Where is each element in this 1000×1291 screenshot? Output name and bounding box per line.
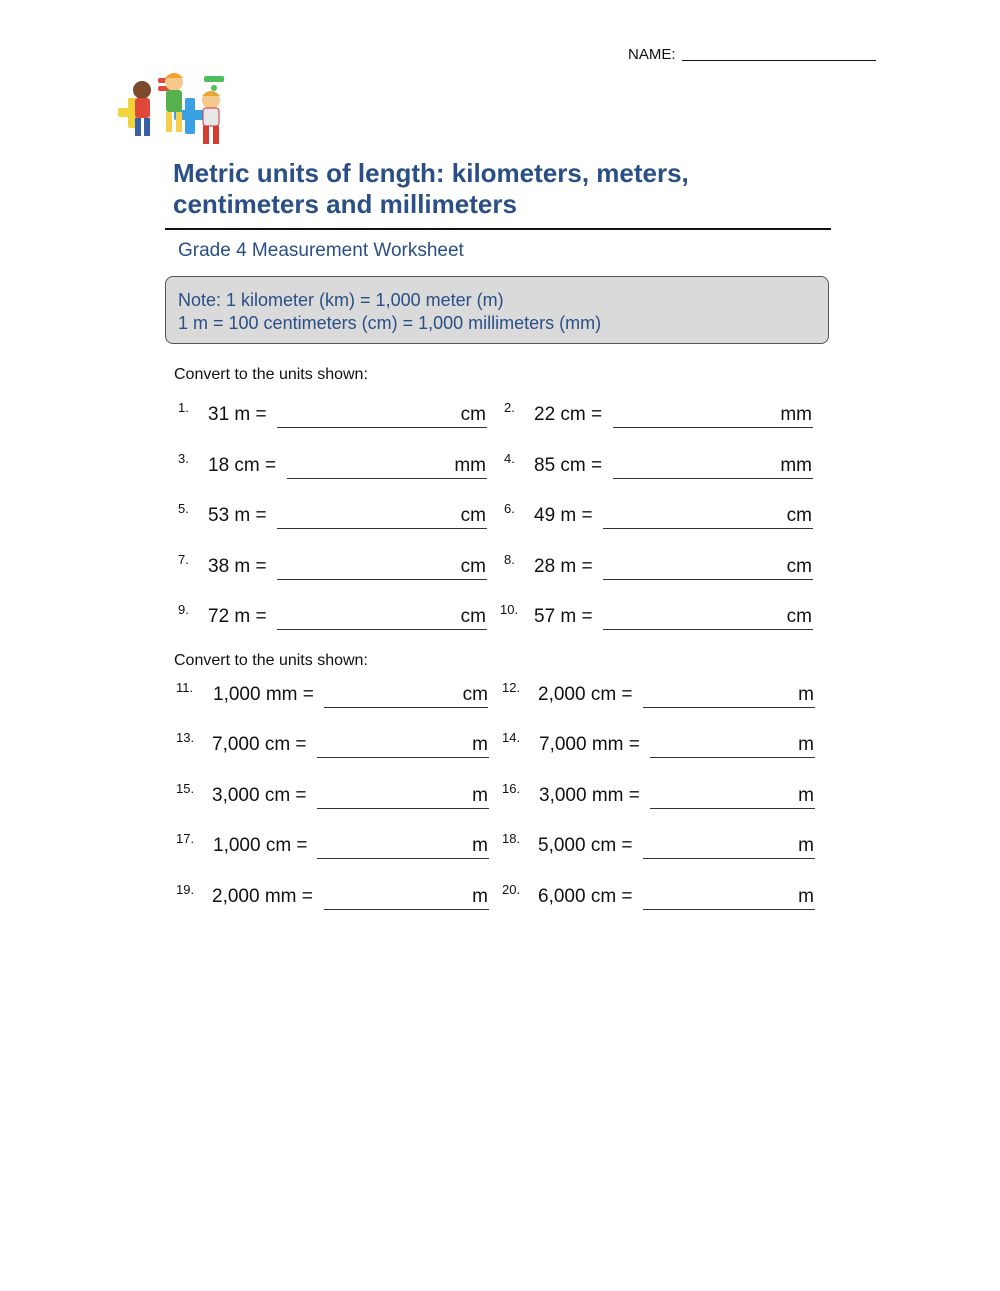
problem-expression: 7,000 mm =	[539, 734, 640, 755]
problem-number: 12.	[502, 680, 521, 695]
problem-4	[504, 451, 814, 481]
answer-line[interactable]	[603, 528, 813, 529]
problem-unit: mm	[454, 455, 486, 476]
problem-number: 3.	[178, 451, 189, 466]
problem-expression: 85 cm =	[534, 455, 603, 476]
answer-line[interactable]	[277, 629, 487, 630]
answer-line[interactable]	[613, 427, 813, 428]
note-line-1: Note: 1 kilometer (km) = 1,000 meter (m)	[178, 290, 504, 310]
problem-expression: 7,000 cm =	[212, 734, 307, 755]
problem-expression: 49 m =	[534, 505, 593, 526]
answer-line[interactable]	[317, 757, 489, 758]
problem-number: 4.	[504, 451, 515, 466]
problem-3	[178, 451, 488, 481]
note-line-2: 1 m = 100 centimeters (cm) = 1,000 millimeters (mm)	[178, 313, 602, 333]
page-title	[173, 158, 833, 220]
problem-expression: 3,000 cm =	[212, 785, 307, 806]
problem-unit: m	[472, 886, 488, 907]
problem-number: 16.	[502, 781, 521, 796]
kids-math-symbols-icon	[116, 68, 234, 152]
problem-unit: cm	[460, 404, 486, 425]
problem-unit: cm	[460, 606, 486, 627]
problem-expression: 3,000 mm =	[539, 785, 640, 806]
problem-number: 7.	[178, 552, 189, 567]
problem-unit: m	[798, 886, 814, 907]
problem-expression: 38 m =	[208, 556, 267, 577]
problem-number: 20.	[502, 882, 521, 897]
problem-18	[502, 831, 816, 861]
problem-unit: m	[472, 734, 488, 755]
problem-number: 11.	[176, 680, 194, 695]
problem-expression: 31 m =	[208, 404, 267, 425]
problem-unit: mm	[780, 404, 812, 425]
problem-13	[176, 730, 490, 760]
answer-line[interactable]	[317, 808, 489, 809]
problem-expression: 2,000 mm =	[212, 886, 313, 907]
problem-number: 19.	[176, 882, 195, 897]
problem-unit: cm	[462, 684, 488, 705]
problem-7	[178, 552, 488, 582]
problem-number: 1.	[178, 400, 189, 415]
problem-number: 17.	[176, 831, 195, 846]
answer-line[interactable]	[643, 858, 815, 859]
problem-number: 6.	[504, 501, 515, 516]
answer-line[interactable]	[324, 909, 489, 910]
problem-6	[504, 501, 814, 531]
problem-unit: cm	[460, 556, 486, 577]
problem-unit: cm	[460, 505, 486, 526]
problem-16	[502, 781, 816, 811]
problem-12	[502, 680, 816, 710]
answer-line[interactable]	[277, 427, 487, 428]
answer-line[interactable]	[603, 579, 813, 580]
problem-number: 2.	[504, 400, 515, 415]
answer-line[interactable]	[277, 579, 487, 580]
problem-2	[504, 400, 814, 430]
problem-expression: 72 m =	[208, 606, 267, 627]
name-field	[628, 46, 876, 63]
problem-number: 5.	[178, 501, 189, 516]
problem-expression: 28 m =	[534, 556, 593, 577]
problem-unit: mm	[780, 455, 812, 476]
problem-number: 10.	[500, 602, 519, 617]
answer-line[interactable]	[643, 909, 815, 910]
answer-line[interactable]	[650, 808, 815, 809]
subtitle: Grade 4 Measurement Worksheet	[178, 240, 464, 261]
problem-number: 18.	[502, 831, 521, 846]
problem-number: 9.	[178, 602, 189, 617]
problem-15	[176, 781, 490, 811]
problem-5	[178, 501, 488, 531]
problem-unit: m	[798, 734, 814, 755]
answer-line[interactable]	[643, 707, 815, 708]
problem-expression: 5,000 cm =	[538, 835, 633, 856]
problem-unit: cm	[786, 606, 812, 627]
problem-17	[176, 831, 490, 861]
answer-line[interactable]	[287, 478, 487, 479]
problem-unit: m	[798, 785, 814, 806]
problem-number: 15.	[176, 781, 195, 796]
problem-10	[500, 602, 814, 632]
problem-expression: 2,000 cm =	[538, 684, 633, 705]
problem-19	[176, 882, 490, 912]
title-divider	[165, 228, 831, 230]
section2-instruction: Convert to the units shown:	[174, 652, 368, 669]
answer-line[interactable]	[603, 629, 813, 630]
problem-expression: 22 cm =	[534, 404, 603, 425]
problem-expression: 18 cm =	[208, 455, 277, 476]
problem-number: 13.	[176, 730, 195, 745]
answer-line[interactable]	[324, 707, 488, 708]
answer-line[interactable]	[650, 757, 815, 758]
problem-number: 14.	[502, 730, 521, 745]
problem-expression: 1,000 mm =	[213, 684, 314, 705]
problem-9	[178, 602, 488, 632]
answer-line[interactable]	[613, 478, 813, 479]
section1-instruction: Convert to the units shown:	[174, 366, 368, 383]
name-label: NAME:	[628, 46, 676, 63]
problem-8	[504, 552, 814, 582]
problem-14	[502, 730, 816, 760]
answer-line[interactable]	[277, 528, 487, 529]
problem-unit: cm	[786, 556, 812, 577]
problem-expression: 1,000 cm =	[213, 835, 308, 856]
problem-expression: 53 m =	[208, 505, 267, 526]
title-line-2: centimeters and millimeters	[173, 189, 517, 219]
answer-line[interactable]	[317, 858, 489, 859]
problem-unit: cm	[786, 505, 812, 526]
problem-unit: m	[472, 835, 488, 856]
problem-11	[176, 680, 490, 710]
problem-expression: 6,000 cm =	[538, 886, 633, 907]
problem-unit: m	[798, 835, 814, 856]
problem-expression: 57 m =	[534, 606, 593, 627]
name-blank[interactable]	[682, 46, 876, 61]
problem-1	[178, 400, 488, 430]
problem-number: 8.	[504, 552, 515, 567]
title-line-1: Metric units of length: kilometers, meters,	[173, 158, 689, 188]
problem-20	[502, 882, 816, 912]
problem-unit: m	[798, 684, 814, 705]
problem-unit: m	[472, 785, 488, 806]
